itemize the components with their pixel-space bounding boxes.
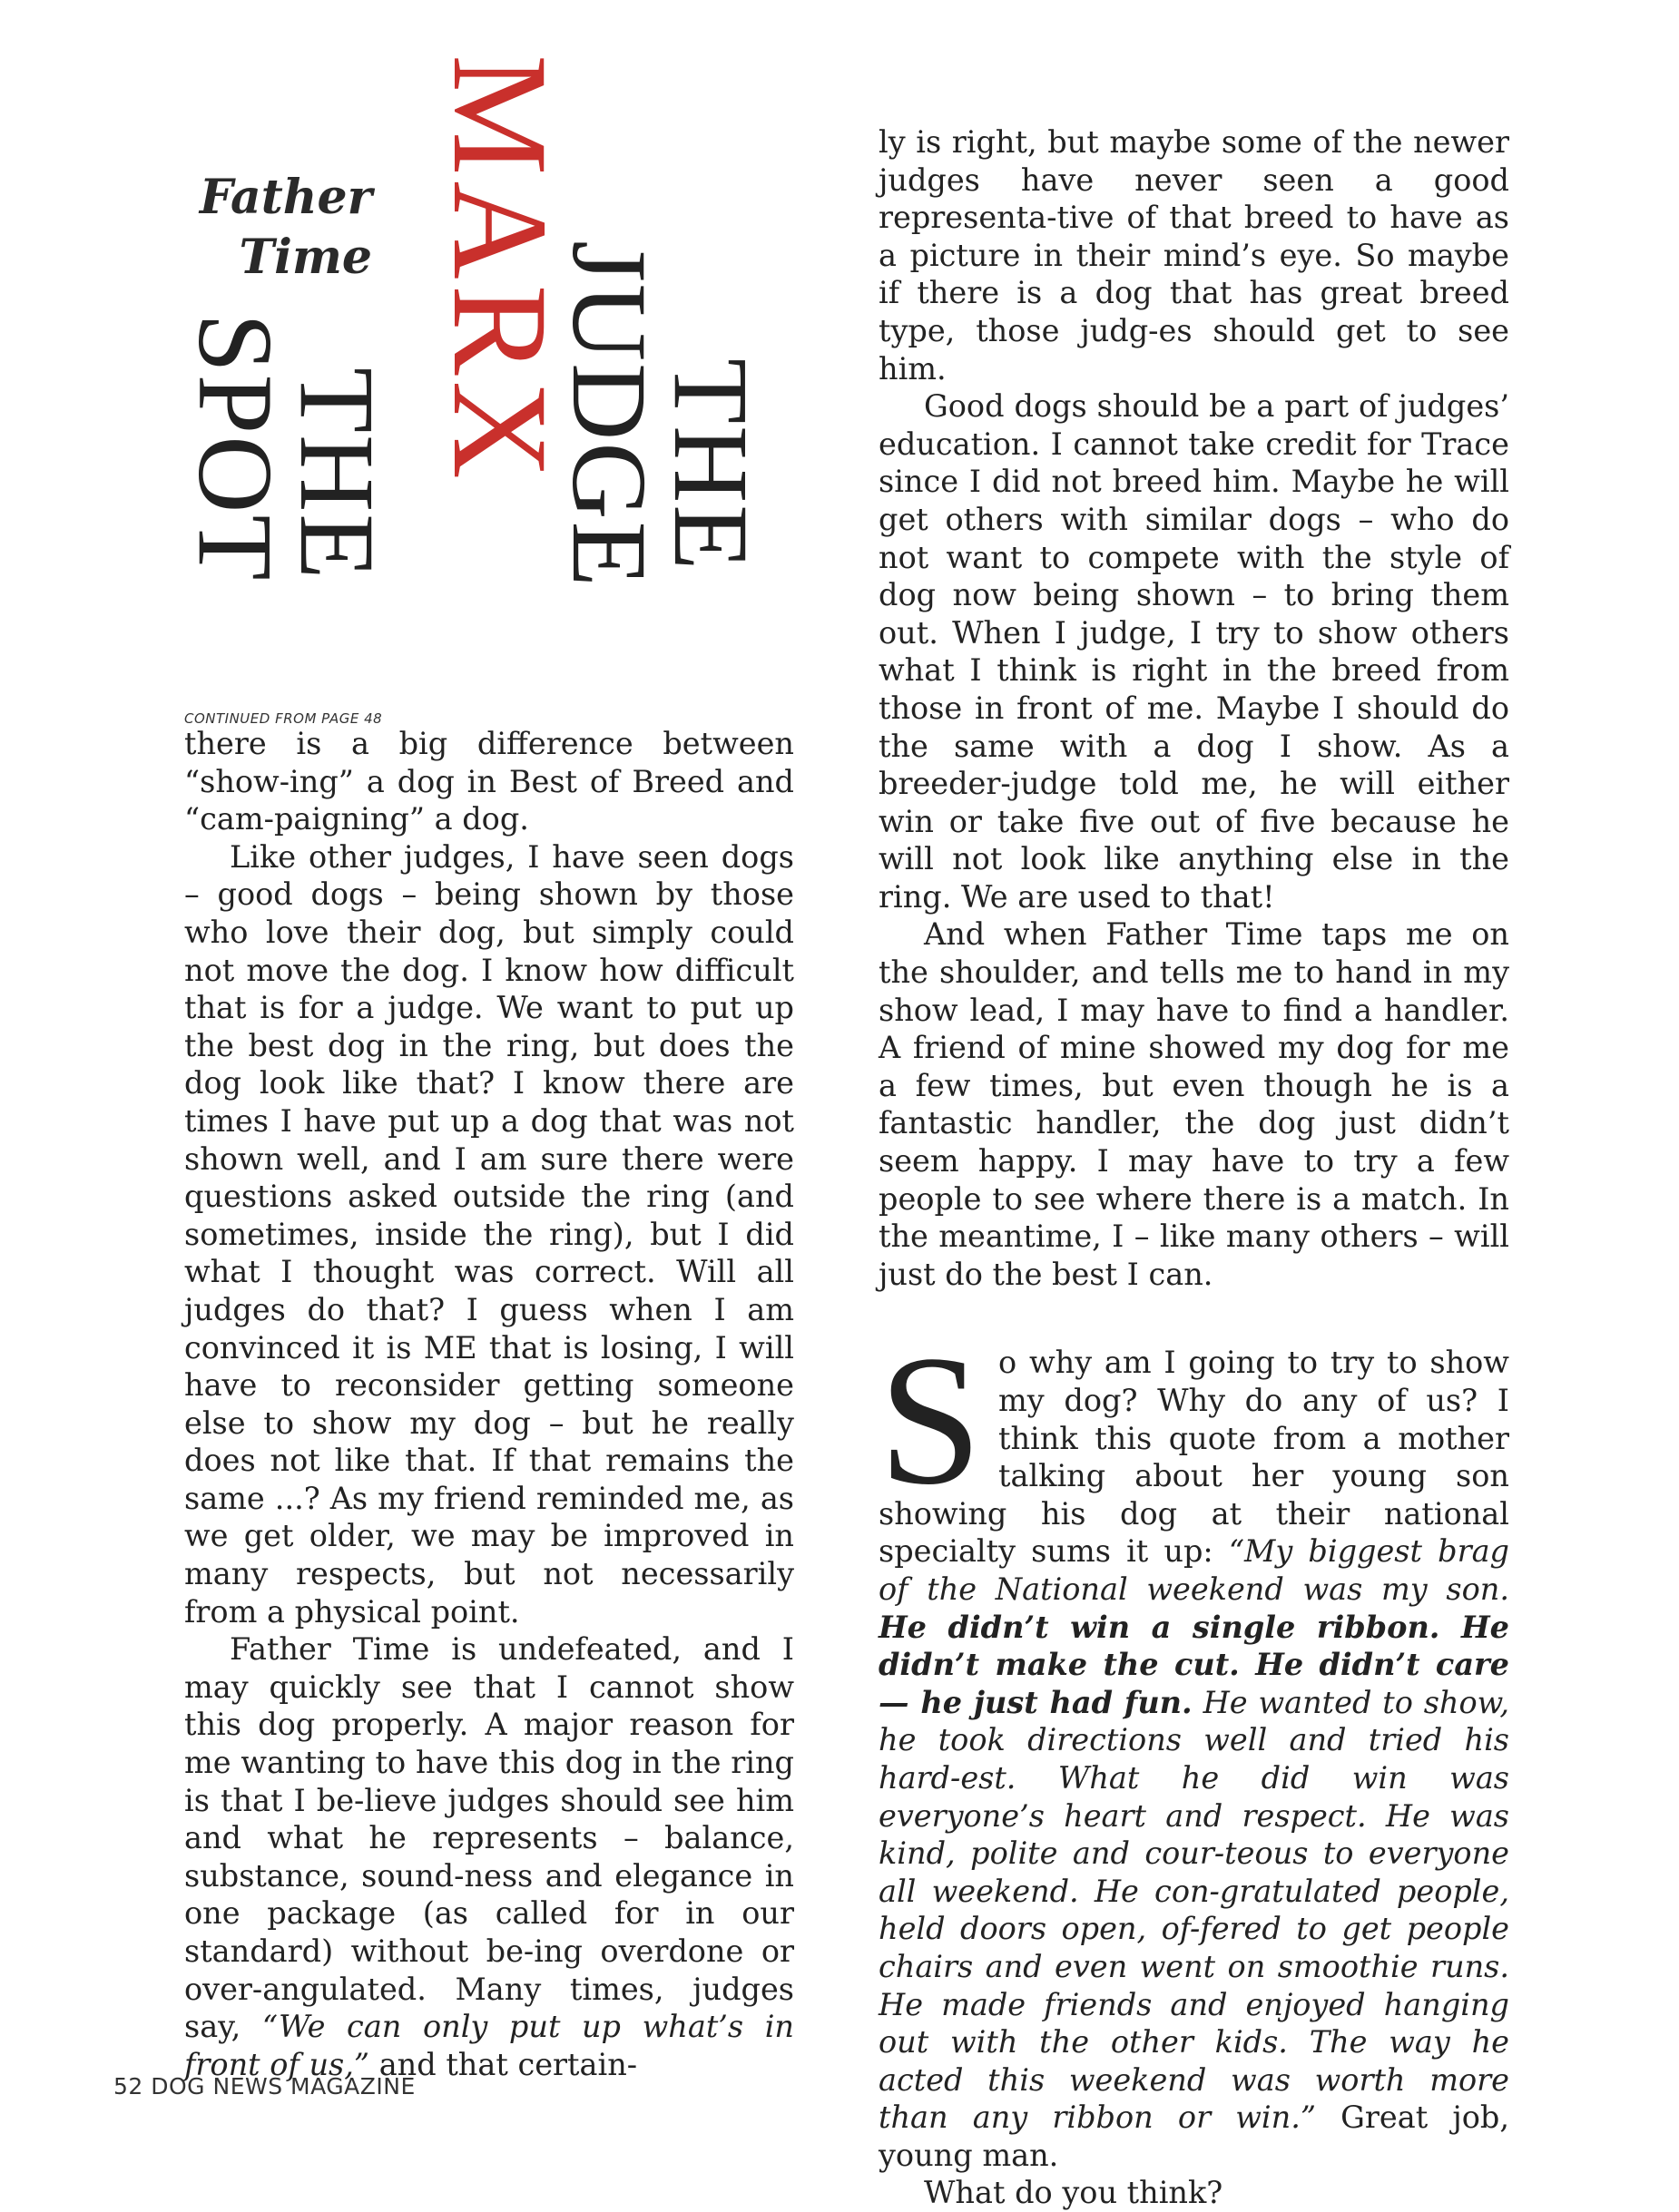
quote: “My biggest brag of the National weekend was my son. bbox=[879, 1533, 1509, 1607]
quote: He wanted to show, he took directions well and tried his hard-est. What he did win was everyone’s heart and respect. He was kind, polite and cour-teous to everyone all weekend. He con-gratulated people, held doors open, of-fered to get people chairs and even went on smoothie runs. He made friends and enjoyed hanging out with the other kids. The way he acted this weekend was worth more than any ribbon or win.” bbox=[879, 1684, 1510, 2136]
paragraph: And when Father Time taps me on the shoulder, and tells me to hand in my show lead, I may have to find a handler. A friend of mine showed my dog for me a few times, but even though he is a fantastic handler, the dog just didn’t seem happy. I may have to try a few people to see where there is a match. In the meantime, I – like many others – will just do the best I can. bbox=[879, 916, 1509, 1292]
title-word-the-1: THE bbox=[652, 358, 771, 573]
paragraph: there is a big difference between “show-ing” a dog in Best of Breed and “cam-paigning” a dog. bbox=[184, 726, 794, 837]
kicker bbox=[182, 168, 372, 288]
title-word-marx: MARX bbox=[425, 54, 575, 485]
paragraph bbox=[184, 1630, 794, 2083]
page-footer: 52 DOG NEWS MAGAZINE bbox=[113, 2073, 416, 2099]
kicker-line-1: Father bbox=[199, 170, 372, 225]
text-run: Father Time is undefeated, and I may quickly see that I cannot show this dog properly. A major reason for me wanting to have this dog in the ring is that I be-lieve judges should see him and what he represents – balance, substance, sound-ness and elegance in one package (as called for in our standard) without be-ing overdone or over-angulated. Many times, judges say, bbox=[184, 1631, 794, 2045]
paragraph: What do you think? bbox=[924, 2175, 1223, 2211]
paragraph bbox=[879, 1317, 1510, 2174]
kicker-line-2: Time bbox=[239, 230, 372, 285]
paragraph: ly is right, but maybe some of the newer judges have never seen a good representa-tive of that breed to have as a picture in their mind’s eye. So maybe if there is a dog that has great breed type, those judg-es should get to see him. bbox=[879, 124, 1509, 387]
text-run: and that certain- bbox=[378, 2046, 638, 2082]
text-run: o why am I going to try to show my dog? Why do any of us? I think this quote from a mother talking about her young son showing his dog at their national specialty sums it up: bbox=[879, 1345, 1509, 1570]
quote: “We can only put up what’s in front of us,” bbox=[184, 2009, 794, 2082]
paragraph: Like other judges, I have seen dogs – good dogs – being shown by those who love their dog, but simply could not move the dog. I know how difficult that is for a judge. We want to put up the best dog in the ring, but does the dog look like that? I know there are times I have put up a dog that was not shown well, and I am sure there were questions asked outside the ring (and sometimes, inside the ring), but I did what I thought was correct. Will all judges do that? I guess when I am convinced it is ME that is losing, I will have to reconsider getting someone else to show my dog – but he really does not like that. If that remains the same ...? As my friend reminded me, as we get older, we may be improved in many respects, but not necessarily from a physical point. bbox=[184, 838, 794, 1630]
title-word-spot: SPOT bbox=[176, 313, 295, 582]
drop-cap: S bbox=[879, 1317, 983, 1524]
left-column bbox=[184, 725, 794, 2083]
continued-note: CONTINUED FROM PAGE 48 bbox=[184, 710, 383, 727]
right-column bbox=[879, 123, 1509, 2212]
bold-quote: He didn’t win a single ribbon. He didn’t make the cut. He didn’t care — he just had fun. bbox=[879, 1609, 1509, 1720]
title-word-judge: JUDGE bbox=[550, 240, 669, 589]
text-run: Great job, young man. bbox=[879, 2099, 1509, 2173]
paragraph: Good dogs should be a part of judges’ education. I cannot take credit for Trace since I did not breed him. Maybe he will get others with similar dogs – who do not want to compete with the style of dog now being shown – to bring them out. When I judge, I try to show others what I think is right in the breed from those in front of me. Maybe I should do the same with a dog I show. As a breeder-judge told me, he will either win or take five out of five because he will not look like anything else in the ring. We are used to that! bbox=[879, 388, 1509, 915]
title-word-the-2: THE bbox=[278, 367, 397, 582]
